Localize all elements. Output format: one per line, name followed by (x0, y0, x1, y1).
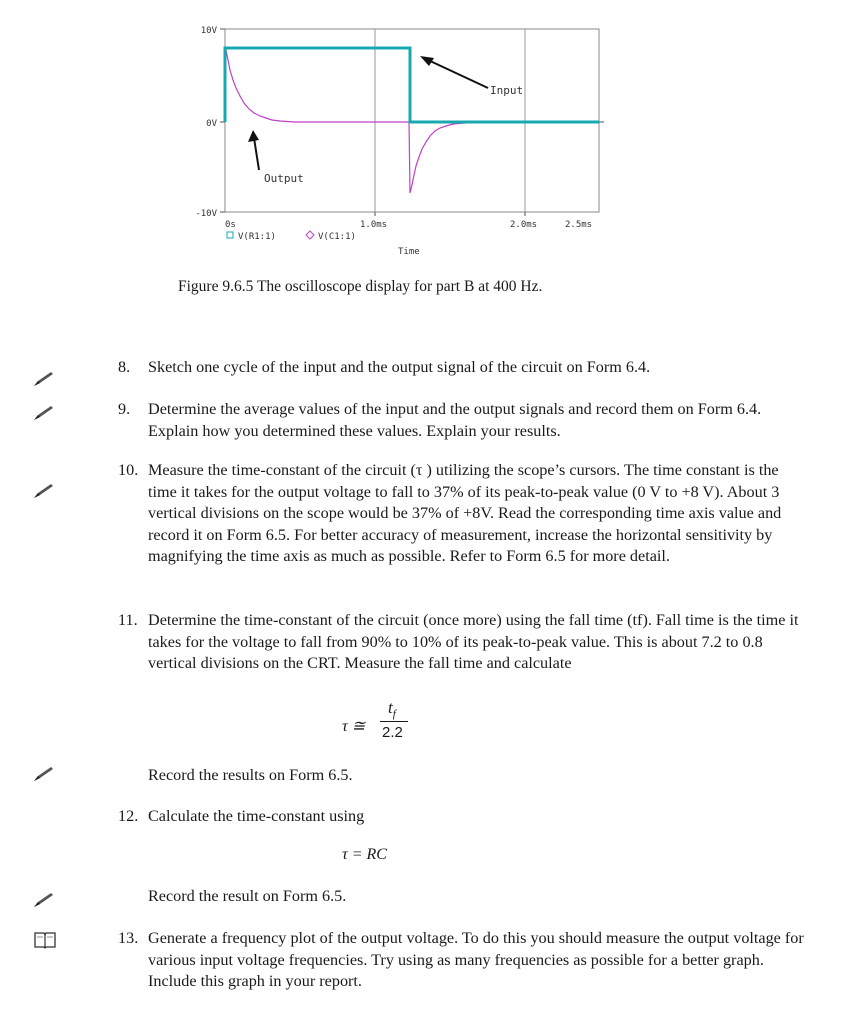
step-text: Sketch one cycle of the input and the output signal of the circuit on Form 6.4. (148, 358, 651, 376)
input-arrow (428, 60, 488, 88)
pencil-icon (32, 404, 54, 422)
figure-caption: Figure 9.6.5 The oscilloscope display for part B at 400 Hz. (178, 278, 543, 295)
book-icon (33, 930, 57, 950)
step-number: 12. (118, 807, 139, 825)
step-10 (118, 460, 808, 568)
step-text: Determine the average values of the input and the output signals and record them on Form 6.4. Explain how you determined these values. Explain your results. (148, 400, 762, 440)
x-label-1: 1.0ms (360, 220, 388, 230)
pencil-icon (32, 891, 54, 909)
output-annotation: Output (264, 172, 304, 185)
record-result-text: Record the result on Form 6.5. (148, 887, 347, 905)
input-trace (225, 48, 599, 122)
step-13 (118, 928, 808, 993)
step-text: Calculate the time-constant using (148, 807, 365, 825)
pencil-icon (32, 482, 54, 500)
step-number: 11. (118, 611, 138, 629)
y-label-bottom: -10V (195, 209, 217, 219)
fall-time-formula (342, 698, 422, 746)
formula-denominator: 2.2 (382, 724, 403, 741)
input-annotation: Input (490, 84, 524, 97)
oscilloscope-figure (170, 18, 630, 264)
x-label-2: 2.0ms (510, 220, 538, 230)
step-text: Determine the time-constant of the circuit (once more) using the fall time (tf). Fall time is the time it takes for the voltage to fall from 90% to 10% of its peak-to-peak value. This is about 7.2 to 0.8 vertical divisions on the CRT. Measure the fall time and calculate (148, 611, 799, 672)
formula-lhs: τ ≅ (342, 718, 366, 735)
y-label-zero: 0V (206, 119, 217, 129)
step-number: 10. (118, 461, 139, 479)
x-label-0: 0s (225, 220, 236, 230)
legend-square-marker (227, 232, 233, 238)
legend-input: V(R1:1) (238, 232, 276, 242)
output-arrowhead (248, 130, 259, 142)
x-label-3: 2.5ms (565, 220, 593, 230)
fraction-bar (380, 721, 408, 722)
step-number: 8. (118, 358, 131, 376)
step-9 (118, 399, 808, 442)
step-text: Generate a frequency plot of the output voltage. To do this you should measure the output voltage for various input voltage frequencies. Try using as many frequencies as possible for a better graph. Include this graph in your report. (148, 929, 804, 990)
pencil-icon (32, 765, 54, 783)
y-label-top: 10V (200, 26, 217, 36)
record-results-text: Record the results on Form 6.5. (148, 766, 353, 784)
legend-output: V(C1:1) (318, 232, 356, 242)
step-11 (118, 610, 808, 675)
numerator-symbol: t (388, 698, 393, 717)
step-number: 13. (118, 929, 139, 947)
step-text: Measure the time-constant of the circuit (τ ) utilizing the scope’s cursors. The time constant is the time it takes for the output voltage to fall to 37% of its peak-to-peak value (0 V to +8 V). About 3 vertical divisions on the scope would be 37% of +8V. Read the corresponding time axis value and record it on Form 6.5. For better accuracy of measurement, increase the horizontal sensitivity by magnifying the time axis as much as possible. Refer to Form 6.5 for more detail. (148, 461, 782, 565)
legend-diamond-marker (306, 231, 314, 239)
numerator-subscript: f (392, 708, 396, 720)
rc-formula: τ = RC (342, 846, 387, 863)
x-axis-title: Time (398, 247, 420, 257)
formula-numerator (388, 698, 396, 718)
input-arrowhead (420, 56, 434, 66)
step-12 (118, 806, 808, 828)
step-number: 9. (118, 400, 131, 418)
pencil-icon (32, 370, 54, 388)
step-8 (118, 357, 808, 379)
output-arrow (254, 138, 259, 170)
